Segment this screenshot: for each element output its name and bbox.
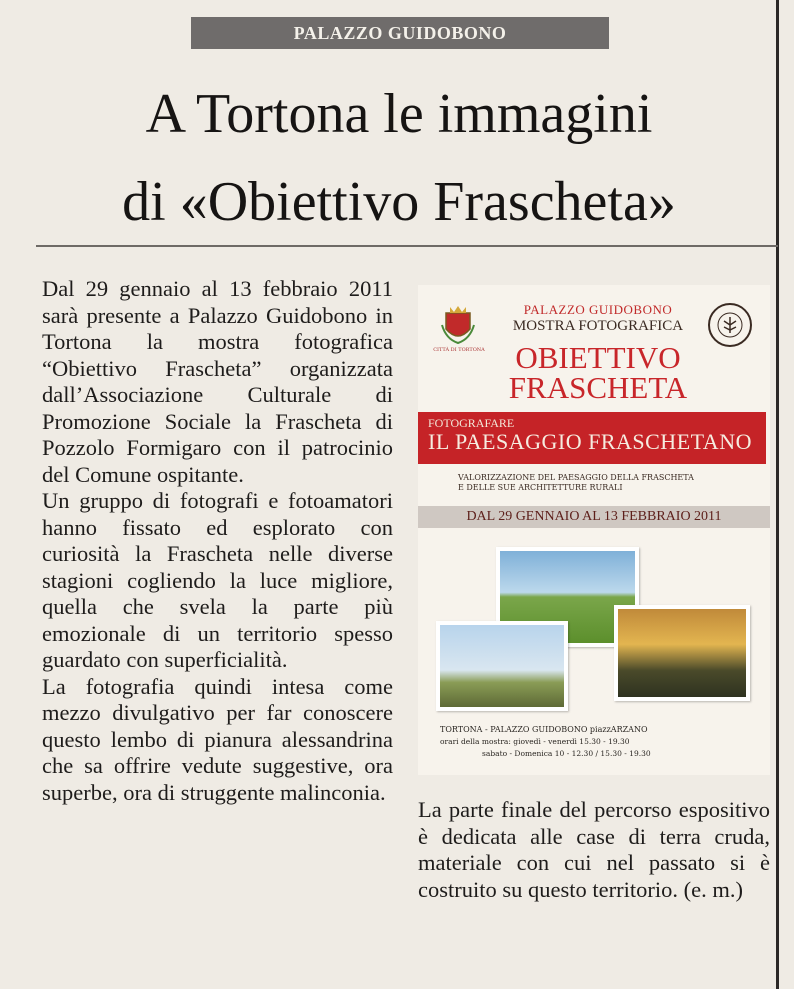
tortona-crest-icon [438, 303, 478, 345]
article-headline [20, 70, 778, 246]
headline-line-1: A Tortona le immagini [145, 83, 653, 145]
article-column-2 [418, 797, 770, 903]
poster-desc-line-2: E DELLE SUE ARCHITETTURE RURALI [458, 483, 623, 492]
poster-hours-weekday: orari della mostra: giovedì - venerdì 15.30 - 19.30 [440, 737, 630, 746]
poster-red-band [418, 412, 766, 464]
poster-venue: PALAZZO GUIDOBONO [523, 302, 673, 317]
poster-subtitle: MOSTRA FOTOGRAFICA [512, 318, 684, 334]
photo-farmhouse [436, 621, 568, 711]
poster-address: TORTONA - PALAZZO GUIDOBONO piazzARZANO [440, 725, 648, 734]
paragraph-4: La parte finale del percorso espositivo è dedicata alle case di terra cruda, materiale con cui nel passato si è costruito su questo territorio. (e. m.) [418, 797, 770, 902]
association-seal-icon [708, 303, 752, 347]
crest-label: CITTÀ DI TORTONA [433, 347, 485, 353]
section-kicker: PALAZZO GUIDOBONO [191, 17, 609, 49]
paragraph-2: Un gruppo di fotografi e fotoamatori hanno fissato ed esplorato con curiosità la Frascheta nelle diverse stagioni cogliendo la luce migliore, quella che svela la parte più emozionale di un territorio spesso guardato con superficialità. [42, 488, 393, 672]
band-large-text: IL PAESAGGIO FRASCHETANO [428, 429, 752, 454]
photo-stream [614, 605, 750, 701]
poster-desc-line-1: VALORIZZAZIONE DEL PAESAGGIO DELLA FRASCHETA [458, 473, 694, 482]
poster-hours-weekend: sabato - Domenica 10 - 12.30 / 15.30 - 19.30 [482, 749, 651, 758]
article-column-1 [42, 276, 393, 806]
exhibition-poster [418, 285, 770, 775]
paragraph-1: Dal 29 gennaio al 13 febbraio 2011 sarà presente a Palazzo Guidobono in Tortona la mostra fotografica “Obiettivo Frascheta” organizzata dall’Associazione Culturale di Promozione Sociale la Frascheta di Pozzolo Formigaro con il patrocinio del Comune ospitante. [42, 276, 393, 487]
poster-title-line-2: FRASCHETA [508, 370, 688, 405]
band-small-text: FOTOGRAFARE [428, 416, 515, 430]
headline-rule [36, 245, 778, 247]
poster-title-line-1: OBIETTIVO [515, 340, 681, 375]
poster-dates: DAL 29 GENNAIO AL 13 FEBBRAIO 2011 [418, 506, 770, 528]
paragraph-3: La fotografia quindi intesa come mezzo divulgativo per far conoscere questo lembo di pianura alessandrina che sa offrire vedute suggestive, ora superbe, ora di struggente malinconia. [42, 673, 393, 805]
headline-line-2: di «Obiettivo Frascheta» [122, 171, 676, 233]
